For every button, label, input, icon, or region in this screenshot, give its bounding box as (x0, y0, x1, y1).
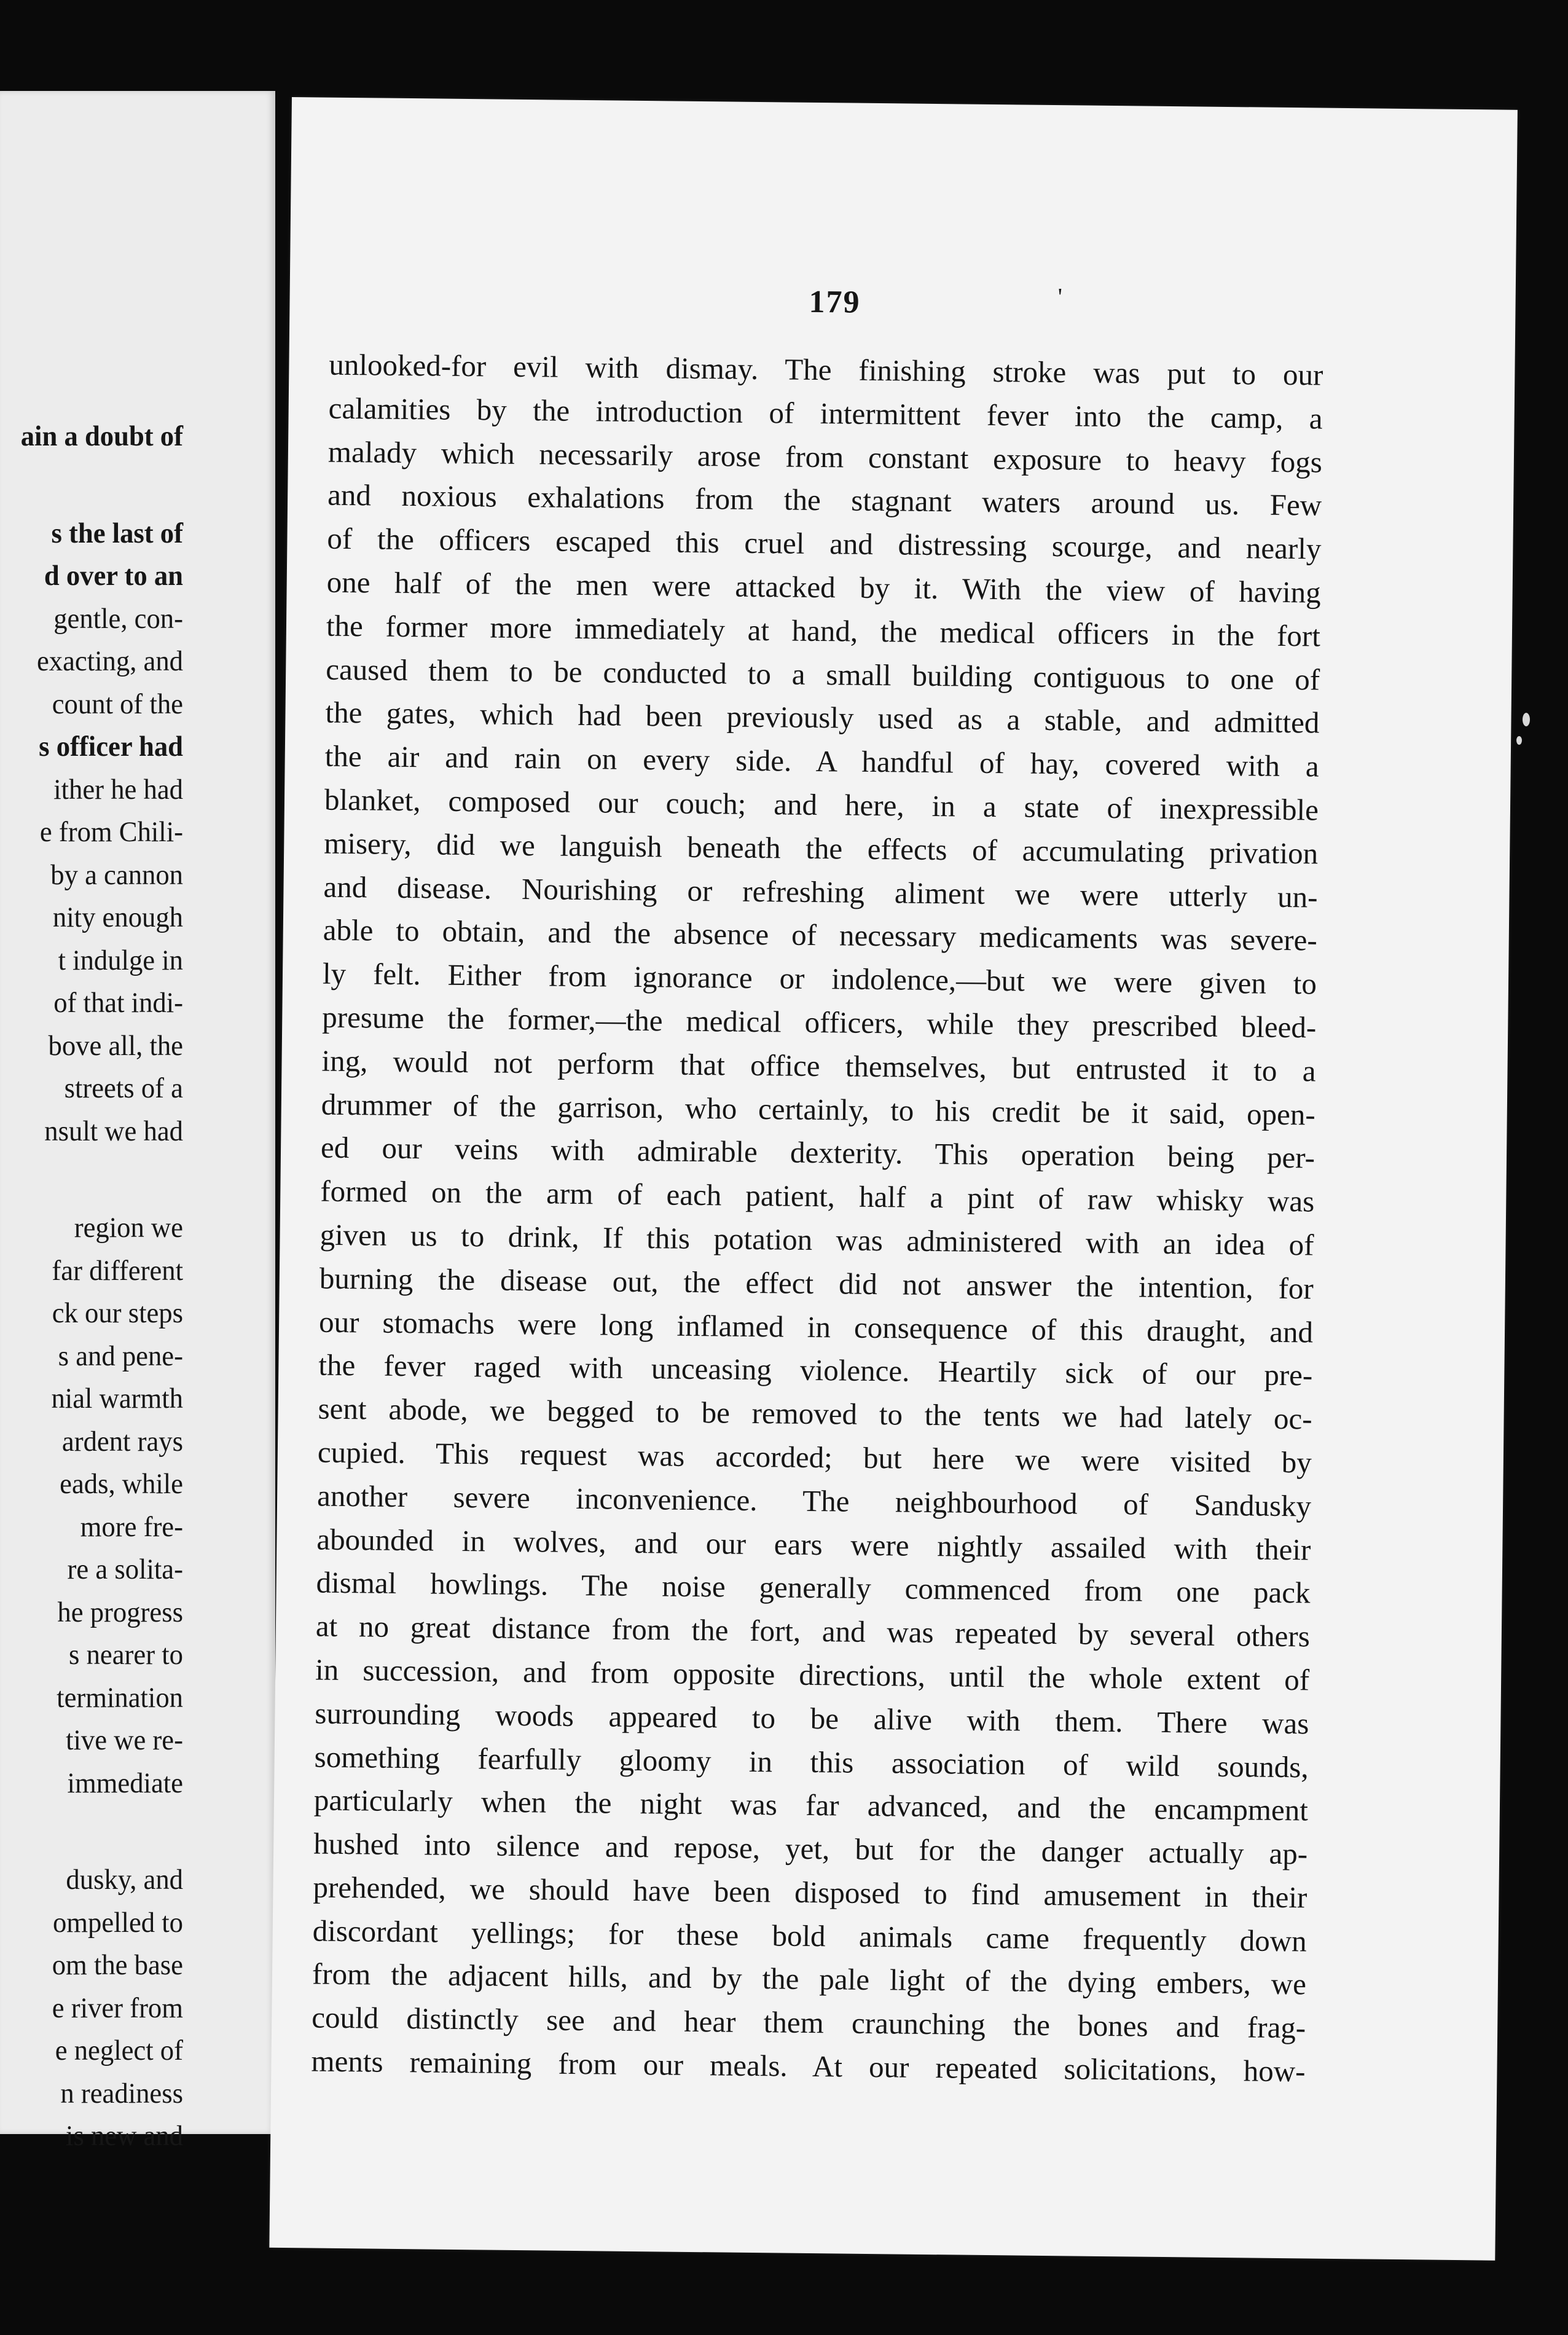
text-line: ither he had (53, 773, 183, 806)
edge-speck (1523, 713, 1530, 726)
text-line: t indulge in (58, 944, 183, 976)
text-line: and disease. Nourishing or refreshing aliment we were utterly un- (323, 869, 1318, 914)
edge-speck (1516, 736, 1522, 745)
text-line: the fever raged with unceasing violence. Heartily sick of our pre- (318, 1348, 1313, 1392)
text-line: drummer of the garrison, who certainly, to his credit be it said, open- (321, 1087, 1316, 1132)
paragraph-gap (0, 1805, 183, 1859)
text-line: given us to drink, If this potation was administered with an idea of (319, 1217, 1314, 1262)
text-line: e from Chili- (39, 816, 183, 848)
text-line: e river from (52, 1992, 183, 2024)
text-line: dusky, and (66, 1864, 183, 1896)
text-line: particularly when the night was far advanced, and the encampment (313, 1783, 1309, 1827)
text-line: om the base (52, 1949, 183, 1981)
text-line: gentle, con- (53, 602, 183, 635)
paragraph-gap (0, 1153, 183, 1207)
text-line: s officer had (39, 731, 183, 763)
text-line: e neglect of (55, 2035, 183, 2066)
text-line: ly felt. Either from ignorance or indolence,—but we were given to (322, 956, 1317, 1001)
text-line: streets of a (64, 1072, 183, 1104)
text-line: of that indi- (53, 987, 183, 1019)
text-line: cupied. This request was accorded; but here we were visited by (317, 1435, 1312, 1480)
text-line: and noxious exhalations from the stagnant waters around us. Few (327, 478, 1322, 522)
text-line: region we (74, 1212, 183, 1244)
text-line: by a cannon (50, 858, 183, 891)
text-line: unlooked-for evil with dismay. The finishing stroke was put to our (329, 347, 1323, 392)
text-line: nial warmth (51, 1383, 183, 1415)
text-line: immediate (67, 1767, 183, 1799)
text-line: nity enough (52, 901, 183, 933)
text-line: is new and (66, 2120, 183, 2152)
text-line: another severe inconvenience. The neighbourhood of Sandusky (316, 1478, 1312, 1523)
text-line: misery, did we languish beneath the effects of accumulating privation (324, 826, 1319, 871)
text-line: burning the disease out, the effect did not answer the intention, for (319, 1261, 1314, 1306)
ink-mark: ' (1057, 283, 1063, 311)
text-line: surrounding woods appeared to be alive with them. There was (315, 1696, 1309, 1741)
text-line: s nearer to (69, 1639, 183, 1671)
text-line: ments remaining from our meals. At our repeated solicitations, how- (311, 2044, 1306, 2089)
text-line: the former more immediately at hand, the medical officers in the fort (326, 608, 1321, 653)
text-line: s the last of (51, 517, 183, 549)
text-line: able to obtain, and the absence of necessary medicaments was severe- (323, 912, 1318, 957)
text-line: from the adjacent hills, and by the pale light of the dying embers, we (312, 1956, 1307, 2001)
book-page (269, 97, 1518, 2261)
text-line: tive we re- (66, 1724, 183, 1756)
previous-page-text (0, 415, 183, 2158)
text-line: malady which necessarily arose from constant exposure to heavy fogs (327, 434, 1323, 479)
text-line: formed on the arm of each patient, half a pint of raw whisky was (320, 1174, 1315, 1219)
page-body-text (311, 343, 1323, 2094)
previous-page-fragment (0, 91, 275, 2152)
text-line: ardent rays (61, 1425, 183, 1458)
text-line: termination (57, 1681, 183, 1714)
text-line: our stomachs were long inflamed in consequence of this draught, and (318, 1305, 1314, 1349)
text-line: exacting, and (36, 645, 183, 677)
text-line: ing, would not perform that office themselves, but entrusted it to a (321, 1043, 1316, 1088)
text-line: blanket, composed our couch; and here, in a state of inexpressible (324, 782, 1319, 827)
text-line: of the officers escaped this cruel and distressing scourge, and nearly (327, 521, 1322, 566)
text-line: at no great distance from the fort, and was repeated by several others (315, 1609, 1311, 1654)
text-line: hushed into silence and repose, yet, but for the danger actually ap- (313, 1826, 1308, 1871)
text-line: d over to an (44, 560, 183, 592)
text-line: ed our veins with admirable dexterity. This operation being per- (320, 1130, 1315, 1175)
text-line: the gates, which had been previously used as a stable, and admitted (325, 696, 1320, 740)
text-line: count of the (52, 688, 183, 720)
text-line: presume the former,—the medical officers, while they prescribed bleed- (322, 1000, 1317, 1045)
text-line: prehended, we should have been disposed to find amusement in their (313, 1870, 1307, 1915)
page-number: 179 (809, 284, 861, 320)
text-line: one half of the men were attacked by it. With the view of having (326, 565, 1321, 610)
text-line: bove all, the (48, 1029, 183, 1062)
text-line: calamities by the introduction of intermittent fever into the camp, a (328, 391, 1323, 436)
text-line: abounded in wolves, and our ears were nightly assailed with their (316, 1522, 1311, 1567)
text-line: he progress (57, 1596, 183, 1628)
text-line: could distinctly see and hear them craunching the bones and frag- (311, 2000, 1306, 2045)
text-line: far different (52, 1254, 183, 1287)
text-line: the air and rain on every side. A handful of hay, covered with a (324, 739, 1319, 783)
text-line: eads, while (60, 1468, 183, 1500)
text-line: caused them to be conducted to a small building contiguous to one of (325, 652, 1320, 697)
text-line: sent abode, we begged to be removed to the tents we had lately oc- (318, 1391, 1312, 1436)
paragraph-gap (0, 458, 183, 512)
text-line: more fre- (80, 1510, 183, 1543)
text-line: ck our steps (52, 1297, 183, 1329)
text-line: discordant yellings; for these bold animals came frequently down (312, 1913, 1307, 1958)
text-line: ain a doubt of (20, 420, 184, 452)
text-line: in succession, and from opposite directions, until the whole extent of (315, 1652, 1310, 1697)
text-line: ompelled to (52, 1906, 183, 1939)
text-line: dismal howlings. The noise generally commenced from one pack (316, 1565, 1311, 1610)
text-line: nsult we had (44, 1115, 183, 1147)
text-line: re a solita- (67, 1553, 183, 1585)
text-line: something fearfully gloomy in this association of wild sounds, (314, 1740, 1309, 1784)
text-line: s and pene- (58, 1340, 183, 1372)
text-line: n readiness (60, 2077, 183, 2109)
